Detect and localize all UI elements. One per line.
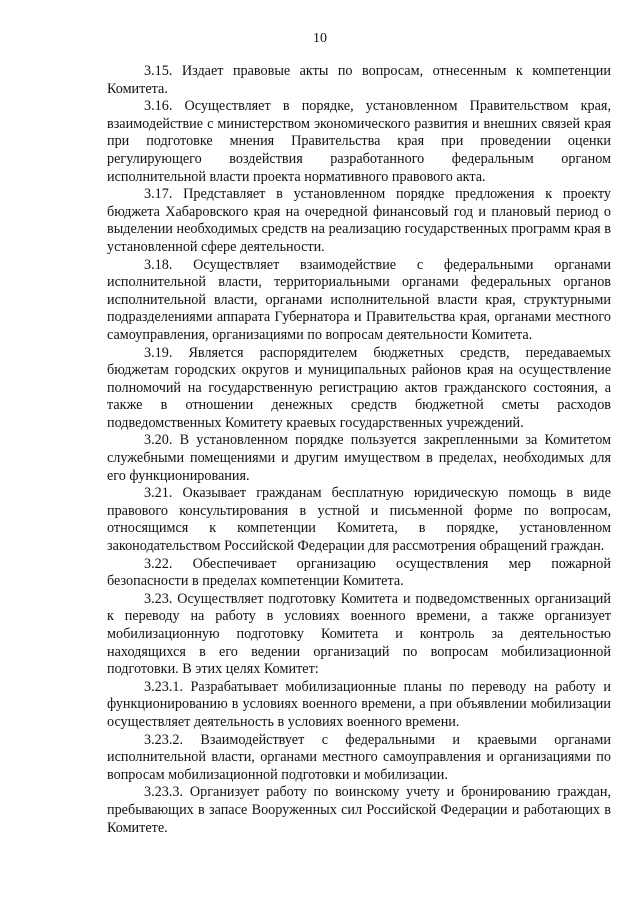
paragraph-3-17: 3.17. Представляет в установленном порядке предложения к проекту бюджета Хабаровского края на очередной финансовый год и плановый период о выделении необходимых средств на реализацию государственных программ края в установленной сфере деятельности. <box>107 186 611 255</box>
paragraph-3-18: 3.18. Осуществляет взаимодействие с федеральными органами исполнительной власти, территориальными органами федеральных органов исполнительной власти, органами исполнительной власти края, структурными подразделениями аппарата Губернатора и Правительства края, органами местного самоуправления, организациями по вопросам деятельности Комитета. <box>107 256 611 343</box>
paragraph-3-16: 3.16. Осуществляет в порядке, установленном Правительством края, взаимодействие с министерством экономического развития и внешних связей края при подготовке мнения Правительства края при проведении оценки регулирующего воздействия разработанного федеральным органом исполнительной власти проекта нормативного правового акта. <box>107 98 611 185</box>
paragraph-3-20: 3.20. В установленном порядке пользуется закрепленными за Комитетом служебными помещениями и другим имуществом в пределах, необходимых для его функционирования. <box>107 432 611 484</box>
document-body <box>107 63 611 837</box>
paragraph-3-21: 3.21. Оказывает гражданам бесплатную юридическую помощь в виде правового консультирования в устной и письменной форме по вопросам, относящимся к компетенции Комитета, в порядке, установленном законодательством Российской Федерации для рассмотрения обращений граждан. <box>107 485 611 555</box>
paragraph-3-23-2: 3.23.2. Взаимодействует с федеральными и краевыми органами исполнительной власти, органами местного самоуправления и организациями по вопросам мобилизационной подготовки и мобилизации. <box>107 731 611 783</box>
page-number: 10 <box>313 31 327 46</box>
paragraph-3-19: 3.19. Является распорядителем бюджетных средств, передаваемых бюджетам городских округов и муниципальных районов края на осуществление полномочий на государственную регистрацию актов гражданского состояния, а также в отношении денежных средств бюджетной сметы расходов подведомственных Комитету краевых государственных учреждений. <box>107 344 611 431</box>
paragraph-3-15: 3.15. Издает правовые акты по вопросам, отнесенным к компетенции Комитета. <box>107 63 611 97</box>
paragraph-3-23: 3.23. Осуществляет подготовку Комитета и подведомственных организаций к переводу на работу в условиях военного времени, а также организует мобилизационную подготовку Комитета и контроль за деятельностью находящихся в его ведении организаций по вопросам мобилизационной подготовки. В этих целях Комитет: <box>107 590 611 678</box>
paragraph-3-23-3: 3.23.3. Организует работу по воинскому учету и бронированию граждан, пребывающих в запасе Вооруженных сил Российской Федерации и работающих в Комитете. <box>107 784 611 836</box>
paragraph-3-22: 3.22. Обеспечивает организацию осуществления мер пожарной безопасности в пределах компетенции Комитета. <box>107 555 611 590</box>
paragraph-3-23-1: 3.23.1. Разрабатывает мобилизационные планы по переводу на работу и функционированию в условиях военного времени, а при объявлении мобилизации осуществляет деятельность в условиях военного времени. <box>107 678 611 730</box>
